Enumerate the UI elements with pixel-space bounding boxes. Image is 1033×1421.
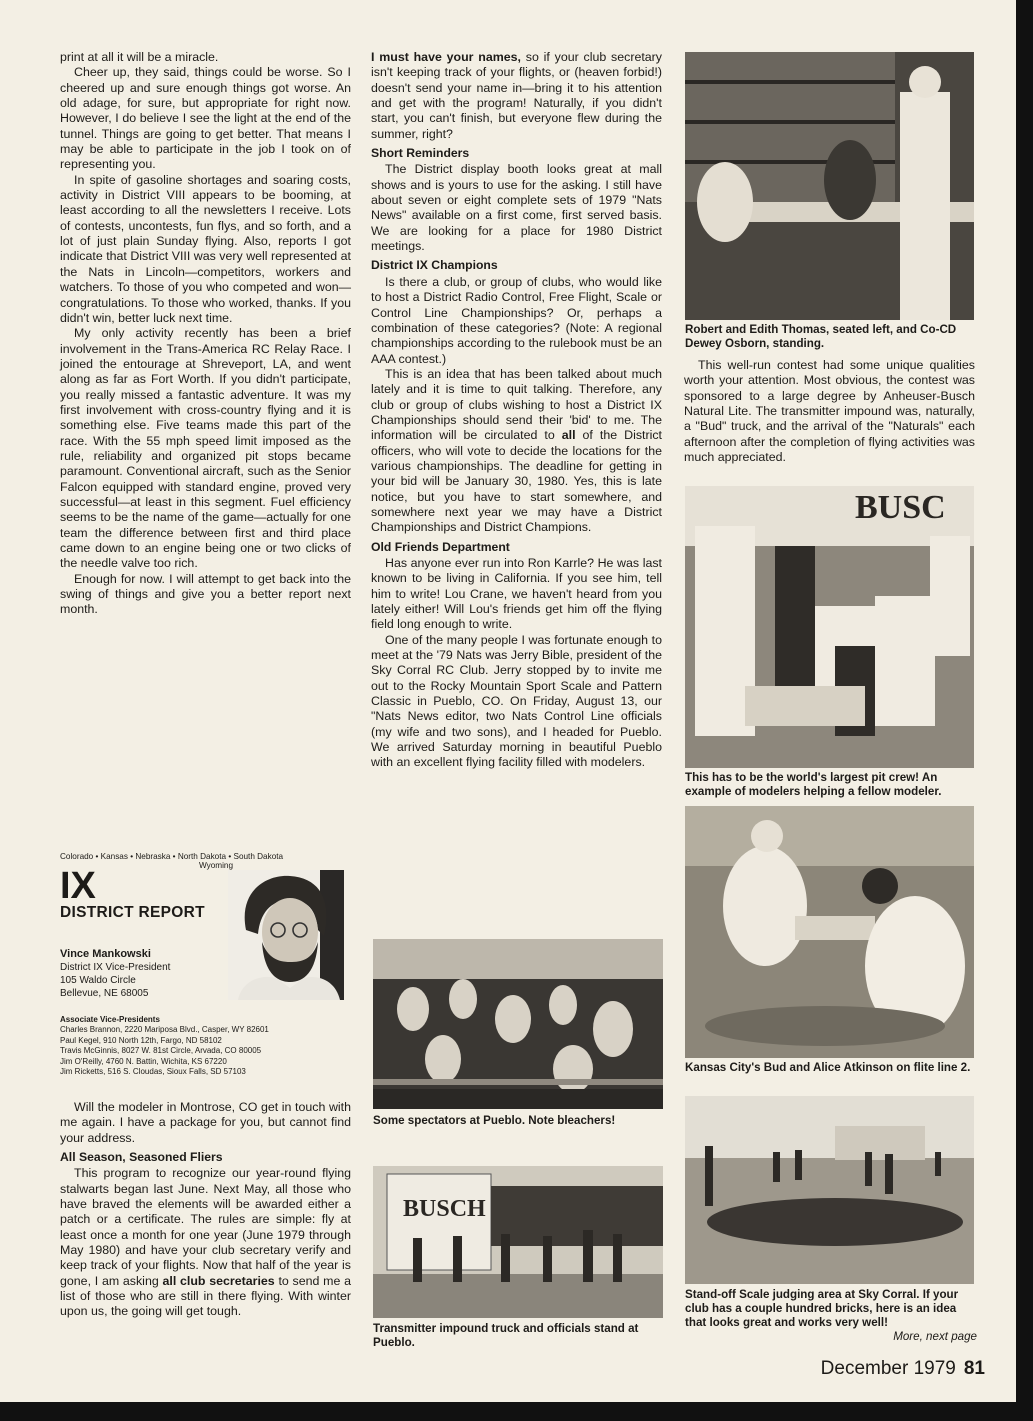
- district-states: [60, 852, 332, 870]
- paragraph: The District display booth looks great at mall shows and is yours to use for the asking. I still have about seven or eight complete sets of 1979 "Nats News" available on a first come, first served basis. We are looking for a place for 1980 District meetings.: [371, 162, 662, 254]
- column-2: [371, 50, 662, 771]
- paragraph: One of the many people I was fortunate enough to meet at the '79 Nats was Jerry Bible, president of the Sky Corral RC Club. Jerry stopped by to invite me out to the Rocky Mountain Sport Scale and Pattern Classic in Pueblo, CO. On Friday, August 13, our "Nats News editor, two Nats Control Line officials (my wife and two sons), and I headed for Pueblo. We arrived Saturday morning in beautiful Pueblo with an excellent flying facility filled with modelers.: [371, 632, 662, 770]
- district-title: DISTRICT REPORT: [60, 904, 205, 921]
- vice-president-address: [60, 948, 170, 1000]
- photo-spectators: [373, 939, 663, 1109]
- assoc-item: Travis McGinnis, 8027 W. 81st Circle, Arvada, CO 80005: [60, 1046, 262, 1056]
- section-heading: Old Friends Department: [371, 539, 510, 554]
- column-3: [684, 358, 975, 465]
- vp-street: 105 Waldo Circle: [60, 975, 136, 986]
- photo-judging-area: [685, 1096, 974, 1284]
- assoc-item: Paul Kegel, 910 North 12th, Fargo, ND 58102: [60, 1035, 222, 1045]
- paragraph: I must have your names, so if your club secretary isn't keeping track of your flights, or (heaven forbid!) doesn't send your name in—bring it to his attention and get with the program! Naturally, if you didn't start, you can't finish, but everyone flew during the summer, right?: [371, 50, 662, 141]
- paragraph: print at all it will be a miracle.: [60, 50, 219, 64]
- assoc-heading: Associate Vice-Presidents: [60, 1015, 160, 1024]
- paragraph: This is an idea that has been talked about much lately and it is time to quit talking. Therefore, any club or group of clubs wishing to host a District IX Championships should send their 'bid' to me. The information will be circulated to all of the District officers, who will vote to decide the locations for the various championships. The deadline for getting in your bid will be January 30, 1980. Yes, this is late notice, but you have to start somewhere, and somewhere next year we may have a District Championships and District Champions.: [371, 366, 662, 535]
- column-1: [60, 50, 351, 618]
- paragraph: Is there a club, or group of clubs, who would like to host a District Radio Control, Free Flight, Scale or Control Line Championships? Or, perhaps a combination of these categories? (Note: A regional championships according to the rulebook must be an AAA contest.): [371, 274, 662, 366]
- photo-busch-truck: [373, 1166, 663, 1318]
- paragraph: Has anyone ever run into Ron Karrle? He was last known to be living in California. If you see him, tell him to write! Lou Crane, we haven't heard from you lately either! Will Lou's friends get him off the flying field long enough to write.: [371, 556, 662, 632]
- author-portrait: [228, 870, 344, 1000]
- paragraph: This program to recognize our year-round flying stalwarts began last June. Next May, all those who have braved the elements will be awarded either a patch or a certificate. The rules are simple: fly at least once a month for one year (June 1979 through May 1980) and have your club secretary verify and keep track of your flights. Now that half of the year is gone, I am asking all club secretaries to send me a list of those who are still in there flying. With winter upon us, the going will get tough.: [60, 1166, 351, 1319]
- vp-city: Bellevue, NE 68005: [60, 988, 149, 999]
- caption-atkinson: Kansas City's Bud and Alice Atkinson on flite line 2.: [685, 1061, 971, 1074]
- paragraph: My only activity recently has been a brief involvement in the Trans-America RC Relay Race. I joined the entourage at Shreveport, LA, and went along as far as Fort Worth. If you didn't participate, you really missed a fantastic adventure. It was my first involvement with cross-country flying and it is something else. Five teams made this part of the race. With the 55 mph speed limit imposed as the rule, reliability and organized pit stops became paramount. Conventional aircraft, such as the Senior Falcon equipped with standard engine, proved very successful—at least in this segment. Fuel efficiency seems to be the name of the game—actually for one team the difference between first and third place came down to an engine being one or two clicks of the needle valve too rich.: [60, 326, 351, 571]
- issue-date: December 1979: [820, 1358, 956, 1379]
- caption-judging-area: [685, 1288, 977, 1344]
- caption-judging-text: Stand-off Scale judging area at Sky Corral. If your club has a couple hundred bricks, here is an idea that looks great and works very well!: [685, 1288, 959, 1329]
- paragraph: Cheer up, they said, things could be worse. So I cheered up and sure enough things got worse. An old adage, for sure, but appropriate for right now. However, I do believe I see the light at the end of the tunnel. Things are going to get better. That means I may be able to participate in the job I took on of representing you.: [60, 65, 351, 172]
- photo-atkinson: [685, 806, 974, 1058]
- assoc-item: Jim Ricketts, 516 S. Cloudas, Sioux Falls, SD 57103: [60, 1067, 246, 1077]
- continued-note: More, next page: [893, 1330, 977, 1343]
- caption-spectators: Some spectators at Pueblo. Note bleachers!: [373, 1114, 616, 1127]
- associate-vps: [60, 1015, 269, 1077]
- photo-pit-crew: [685, 486, 974, 768]
- paragraph: In spite of gasoline shortages and soaring costs, activity in District VIII appears to be booming, at least according to all the newsletters I receive. Lots of contests, uncontests, fun flys, and so forth, and a lot of just plain Sunday flying. Also, reports I got indicate that District VIII was very well represented at the Nats in Lincoln—competitors, workers and watchers. To those of you who competed and won—congratulations. To those who worked, thanks. If you didn't win, better luck next time.: [60, 172, 351, 325]
- photo-robert-edith-thomas: [685, 52, 974, 320]
- assoc-item: Jim O'Reilly, 4760 N. Battin, Wichita, KS 67220: [60, 1056, 227, 1066]
- busch-lettering: BUSCH: [403, 1196, 486, 1222]
- busch-sign-lettering: BUSC: [855, 489, 946, 526]
- paragraph: Enough for now. I will attempt to get back into the swing of things and give you a better report next month.: [60, 571, 351, 617]
- section-heading: District IX Champions: [371, 258, 498, 273]
- assoc-item: Charles Brannon, 2220 Mariposa Blvd., Casper, WY 82601: [60, 1025, 269, 1035]
- caption-thomas: Robert and Edith Thomas, seated left, and Co-CD Dewey Osborn, standing.: [685, 323, 957, 350]
- page-number: 81: [963, 1358, 985, 1379]
- column-1-lower: [60, 1100, 351, 1320]
- paragraph: Will the modeler in Montrose, CO get in touch with me again. I have a package for you, but cannot find your address.: [60, 1100, 351, 1145]
- section-heading: All Season, Seasoned Fliers: [60, 1150, 223, 1165]
- states-list-2: Wyoming: [198, 861, 234, 870]
- paragraph: This well-run contest had some unique qualities worth your attention. Most obvious, the contest was sponsored to a large degree by Anheuser-Busch Natural Lite. The transmitter impound was, naturally, a "Bud" truck, and the arrival of the "Naturals" each afternoon after the completion of flying activities was much appreciated.: [684, 358, 975, 465]
- section-heading: Short Reminders: [371, 146, 470, 161]
- caption-pit-crew: This has to be the world's largest pit crew! An example of modelers helping a fellow modeler.: [685, 771, 942, 798]
- vp-role: District IX Vice-President: [60, 962, 171, 973]
- district-number: IX: [60, 865, 96, 907]
- vp-name: Vince Mankowski: [60, 948, 151, 960]
- caption-busch-truck: Transmitter impound truck and officials stand at Pueblo.: [373, 1322, 639, 1349]
- page-footer: [821, 1358, 985, 1380]
- states-list: Colorado • Kansas • Nebraska • North Dakota • South Dakota: [60, 852, 284, 861]
